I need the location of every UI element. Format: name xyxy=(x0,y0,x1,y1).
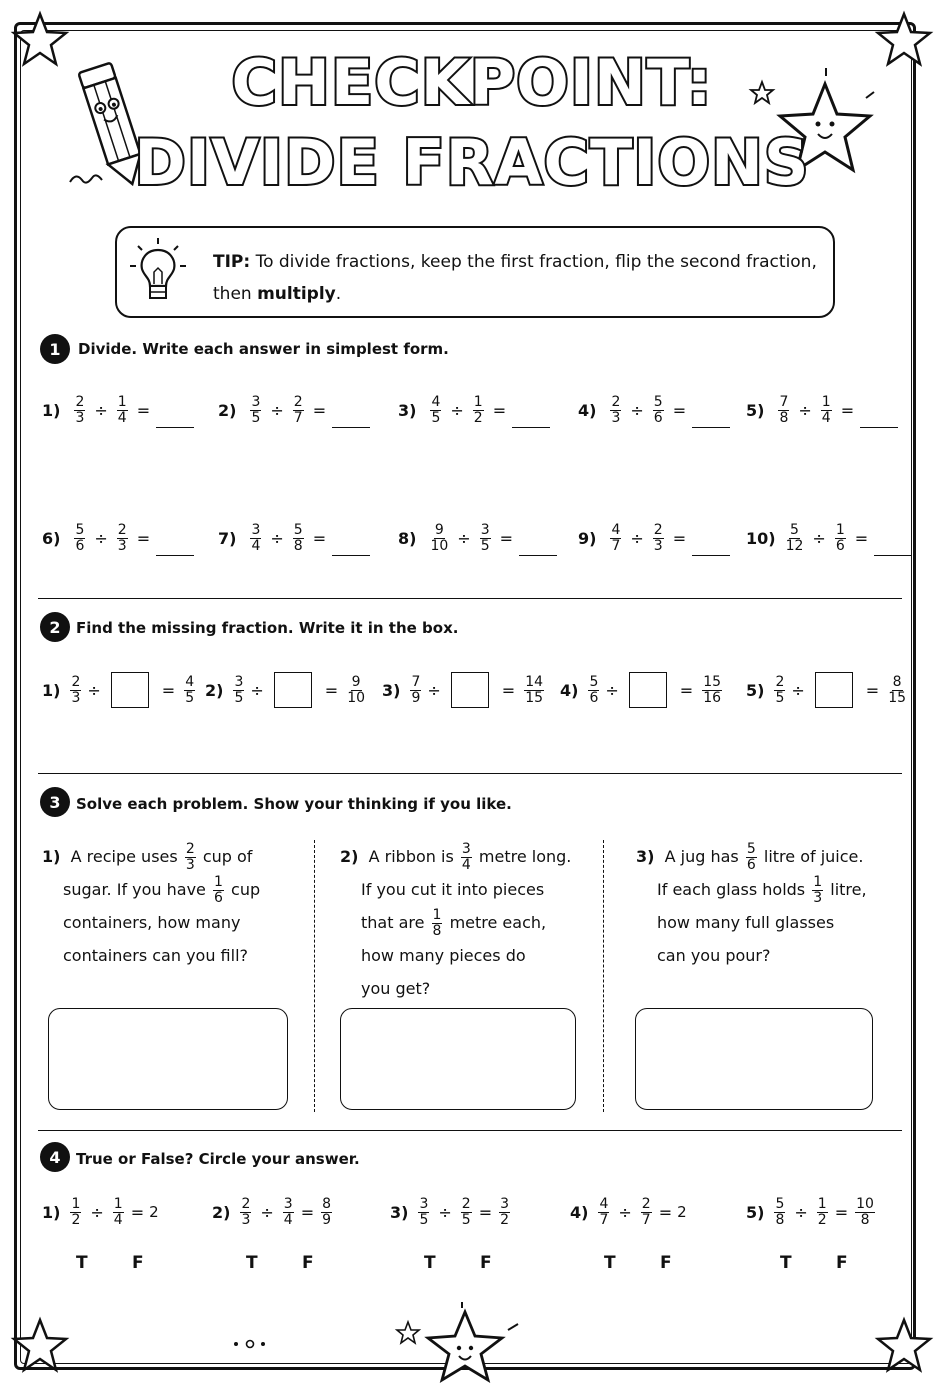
missing-fraction-problem: 2) $\frac{3}{5}$ ÷ = $\frac{9}{10}$ xyxy=(205,670,367,710)
true-option[interactable]: T xyxy=(424,1253,436,1273)
fraction: $\frac{7}{8}$ xyxy=(779,393,789,426)
answer-box[interactable] xyxy=(815,672,853,708)
division-problem: 10) $\frac{5}{12}$ ÷ $\frac{1}{6}$ = xyxy=(746,518,912,558)
fraction: $\frac{3}{4}$ xyxy=(251,521,261,554)
answer-blank[interactable] xyxy=(692,540,730,556)
division-problem: 8) $\frac{9}{10}$ ÷ $\frac{3}{5}$ = xyxy=(398,518,557,558)
word-problem-1: 1) A recipe uses $\frac{2}{3}$ cup of sugar. If you have $\frac{1}{6}$ cup containers, how many containers can you fill? xyxy=(42,841,261,965)
division-problem: 2) $\frac{3}{5}$ ÷ $\frac{2}{7}$ = xyxy=(218,390,370,430)
section-1-number: 1 xyxy=(40,334,70,364)
fraction: $\frac{5}{6}$ xyxy=(746,841,756,873)
true-false-problem: 2) $\frac{2}{3}$ ÷ $\frac{3}{4}$ = $\frac{8}{9}$ xyxy=(212,1195,332,1228)
fraction: $\frac{2}{5}$ xyxy=(461,1195,471,1228)
answer-box-1[interactable] xyxy=(48,1008,288,1110)
true-false-problem: 4) $\frac{4}{7}$ ÷ $\frac{2}{7}$ = 2 xyxy=(570,1195,687,1228)
fraction: $\frac{4}{5}$ xyxy=(431,393,441,426)
divider xyxy=(38,773,902,774)
true-option[interactable]: T xyxy=(76,1253,88,1273)
division-problem: 5) $\frac{7}{8}$ ÷ $\frac{1}{4}$ = xyxy=(746,390,898,430)
fraction: $\frac{2}{7}$ xyxy=(293,393,303,426)
section-4-number: 4 xyxy=(40,1142,70,1172)
star-icon xyxy=(874,1316,934,1376)
false-option[interactable]: F xyxy=(302,1253,314,1273)
fraction: $\frac{10}{8}$ xyxy=(856,1195,874,1228)
fraction: $\frac{8}{9}$ xyxy=(322,1195,332,1228)
divider xyxy=(38,1130,902,1131)
answer-blank[interactable] xyxy=(332,540,370,556)
answer-blank[interactable] xyxy=(332,412,370,428)
false-option[interactable]: F xyxy=(836,1253,848,1273)
answer-box[interactable] xyxy=(629,672,667,708)
fraction: $\frac{1}{2}$ xyxy=(817,1195,827,1228)
answer-blank[interactable] xyxy=(512,412,550,428)
fraction: $\frac{5}{8}$ xyxy=(293,521,303,554)
title-line-2: DIVIDE FRACTIONS xyxy=(134,126,810,199)
dashed-divider xyxy=(603,840,604,1112)
tip-text: TIP: To divide fractions, keep the first fraction, flip the second fraction, then multiply. xyxy=(213,252,817,304)
true-option[interactable]: T xyxy=(604,1253,616,1273)
fraction: $\frac{2}{3}$ xyxy=(653,521,663,554)
division-problem: 1) $\frac{2}{3}$ ÷ $\frac{1}{4}$ = xyxy=(42,390,194,430)
division-problem: 4) $\frac{2}{3}$ ÷ $\frac{5}{6}$ = xyxy=(578,390,730,430)
missing-fraction-problem: 5) $\frac{2}{5}$ ÷ = $\frac{8}{15}$ xyxy=(746,670,908,710)
false-option[interactable]: F xyxy=(132,1253,144,1273)
fraction: $\frac{3}{5}$ xyxy=(234,673,244,706)
answer-blank[interactable] xyxy=(874,540,912,556)
fraction: $\frac{5}{6}$ xyxy=(75,521,85,554)
star-icon xyxy=(10,1316,70,1376)
division-problem: 6) $\frac{5}{6}$ ÷ $\frac{2}{3}$ = xyxy=(42,518,194,558)
true-false-problem: 1) $\frac{1}{2}$ ÷ $\frac{1}{4}$ = 2 xyxy=(42,1195,159,1228)
fraction: $\frac{2}{3}$ xyxy=(71,673,81,706)
section-2-number: 2 xyxy=(40,612,70,642)
fraction: $\frac{4}{5}$ xyxy=(185,673,195,706)
fraction: $\frac{2}{3}$ xyxy=(241,1195,251,1228)
dots-decoration-icon xyxy=(230,1336,270,1352)
fraction: $\frac{1}{2}$ xyxy=(473,393,483,426)
missing-fraction-problem: 3) $\frac{7}{9}$ ÷ = $\frac{14}{15}$ xyxy=(382,670,546,710)
answer-box[interactable] xyxy=(274,672,312,708)
fraction: $\frac{5}{12}$ xyxy=(785,521,804,554)
dashed-divider xyxy=(314,840,315,1112)
fraction: $\frac{1}{4}$ xyxy=(821,393,831,426)
true-option[interactable]: T xyxy=(780,1253,792,1273)
fraction: $\frac{2}{3}$ xyxy=(75,393,85,426)
division-problem: 7) $\frac{3}{4}$ ÷ $\frac{5}{8}$ = xyxy=(218,518,370,558)
fraction: $\frac{2}{3}$ xyxy=(185,841,195,873)
word-problem-2: 2) A ribbon is $\frac{3}{4}$ metre long. If you cut it into pieces that are $\frac{1}{8}$ metre each, how many pieces do you get? xyxy=(340,841,572,998)
division-problem: 3) $\frac{4}{5}$ ÷ $\frac{1}{2}$ = xyxy=(398,390,550,430)
true-option[interactable]: T xyxy=(246,1253,258,1273)
fraction: $\frac{4}{7}$ xyxy=(599,1195,609,1228)
fraction: $\frac{2}{3}$ xyxy=(117,521,127,554)
fraction: $\frac{3}{4}$ xyxy=(283,1195,293,1228)
answer-blank[interactable] xyxy=(519,540,557,556)
answer-box[interactable] xyxy=(451,672,489,708)
fraction: $\frac{3}{5}$ xyxy=(419,1195,429,1228)
section-3-number: 3 xyxy=(40,787,70,817)
fraction: $\frac{3}{5}$ xyxy=(480,521,490,554)
fraction: $\frac{1}{6}$ xyxy=(214,874,223,906)
fraction: $\frac{9}{10}$ xyxy=(430,521,449,554)
fraction: $\frac{1}{6}$ xyxy=(835,521,845,554)
fraction: $\frac{2}{7}$ xyxy=(641,1195,651,1228)
true-false-problem: 5) $\frac{5}{8}$ ÷ $\frac{1}{2}$ = $\frac{10}{8}$ xyxy=(746,1195,874,1228)
fraction: $\frac{7}{9}$ xyxy=(411,673,421,706)
word-problem-3: 3) A jug has $\frac{5}{6}$ litre of juice. If each glass holds $\frac{1}{3}$ litre, how many full glasses can you pour? xyxy=(636,841,867,965)
fraction: $\frac{2}{3}$ xyxy=(611,393,621,426)
star-character-icon xyxy=(380,1300,560,1390)
fraction: $\frac{5}{6}$ xyxy=(589,673,599,706)
fraction: $\frac{1}{3}$ xyxy=(813,874,823,906)
fraction: $\frac{15}{16}$ xyxy=(703,673,722,706)
fraction: $\frac{1}{2}$ xyxy=(71,1195,81,1228)
answer-blank[interactable] xyxy=(692,412,730,428)
answer-box[interactable] xyxy=(111,672,149,708)
section-4-title: True or False? Circle your answer. xyxy=(76,1150,360,1168)
fraction: $\frac{9}{10}$ xyxy=(347,673,366,706)
fraction: $\frac{3}{4}$ xyxy=(461,841,471,873)
section-1-title: Divide. Write each answer in simplest form. xyxy=(78,340,449,358)
fraction: $\frac{1}{4}$ xyxy=(117,393,127,426)
fraction: $\frac{3}{2}$ xyxy=(500,1195,510,1228)
fraction: $\frac{8}{15}$ xyxy=(888,673,907,706)
division-problem: 9) $\frac{4}{7}$ ÷ $\frac{2}{3}$ = xyxy=(578,518,730,558)
fraction: $\frac{5}{8}$ xyxy=(775,1195,785,1228)
missing-fraction-problem: 4) $\frac{5}{6}$ ÷ = $\frac{15}{16}$ xyxy=(560,670,724,710)
divider xyxy=(38,598,902,599)
fraction: $\frac{4}{7}$ xyxy=(611,521,621,554)
fraction: $\frac{3}{5}$ xyxy=(251,393,261,426)
answer-blank[interactable] xyxy=(156,540,194,556)
lightbulb-icon xyxy=(128,236,188,306)
fraction: $\frac{1}{8}$ xyxy=(432,907,442,939)
fraction: $\frac{1}{4}$ xyxy=(113,1195,123,1228)
fraction: $\frac{2}{5}$ xyxy=(775,673,785,706)
section-2-title: Find the missing fraction. Write it in the box. xyxy=(76,619,459,637)
answer-blank[interactable] xyxy=(860,412,898,428)
title-line-1: CHECKPOINT: xyxy=(231,46,713,119)
fraction: $\frac{5}{6}$ xyxy=(653,393,663,426)
answer-box-3[interactable] xyxy=(635,1008,873,1110)
true-false-problem: 3) $\frac{3}{5}$ ÷ $\frac{2}{5}$ = $\frac{3}{2}$ xyxy=(390,1195,510,1228)
section-3-title: Solve each problem. Show your thinking if you like. xyxy=(76,795,512,813)
missing-fraction-problem: 1) $\frac{2}{3}$ ÷ = $\frac{4}{5}$ xyxy=(42,670,197,710)
answer-box-2[interactable] xyxy=(340,1008,576,1110)
false-option[interactable]: F xyxy=(660,1253,672,1273)
fraction: $\frac{14}{15}$ xyxy=(525,673,544,706)
false-option[interactable]: F xyxy=(480,1253,492,1273)
answer-blank[interactable] xyxy=(156,412,194,428)
